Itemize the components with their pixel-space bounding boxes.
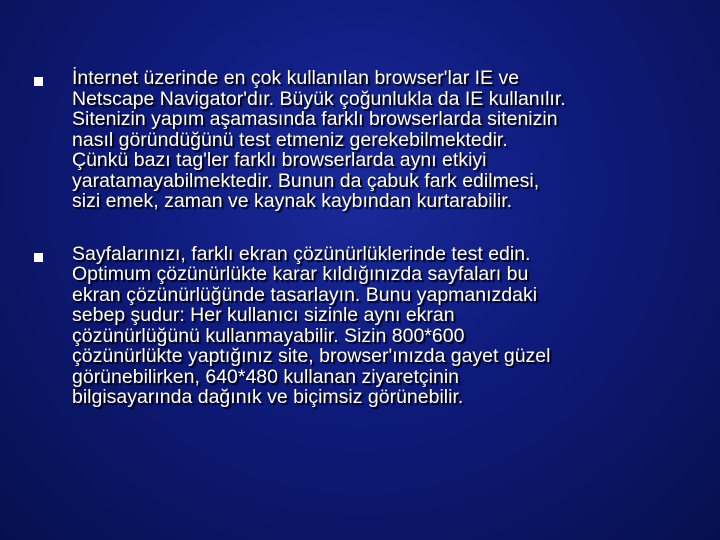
square-bullet-icon [34,253,43,262]
bullet-text: Sayfalarınızı, farklı ekran çözünürlüklerinde test edin. Optimum çözünürlükte karar kıldığınızda sayfaları bu ekran çözünürlüğünde tasarlayın. Bunu yapmanızdaki sebep şudur: Her kullanıcı sizinle aynı ekran çözünürlüğünü kullanmayabilir. Sizin 800*600 çözünürlükte yaptığınız site, browser'ınızda gayet güzel görünebilirken, 640*480 kullanan ziyaretçinin bilgisayarında dağınık ve biçimsiz görünebilir. [72,242,551,408]
bullet-text: İnternet üzerinde en çok kullanılan browser'lar IE ve Netscape Navigator'dır. Büyük çoğunlukla da IE kullanılır. Sitenizin yapım aşamasında farklı browserlarda sitenizin nasıl göründüğünü test etmeniz gerekebilmektedir. Çünkü bazı tag'ler farklı browserlarda aynı etkiyi yaratamayabilmektedir. Bunun da çabuk fark edilmesi, sizi emek, zaman ve kaynak kaybından kurtarabilir. [72,67,566,212]
bullet-list [34,68,684,440]
bullet-item-resolutions [34,244,684,408]
bullet-item-browsers [34,68,684,212]
square-bullet-icon [34,77,43,86]
